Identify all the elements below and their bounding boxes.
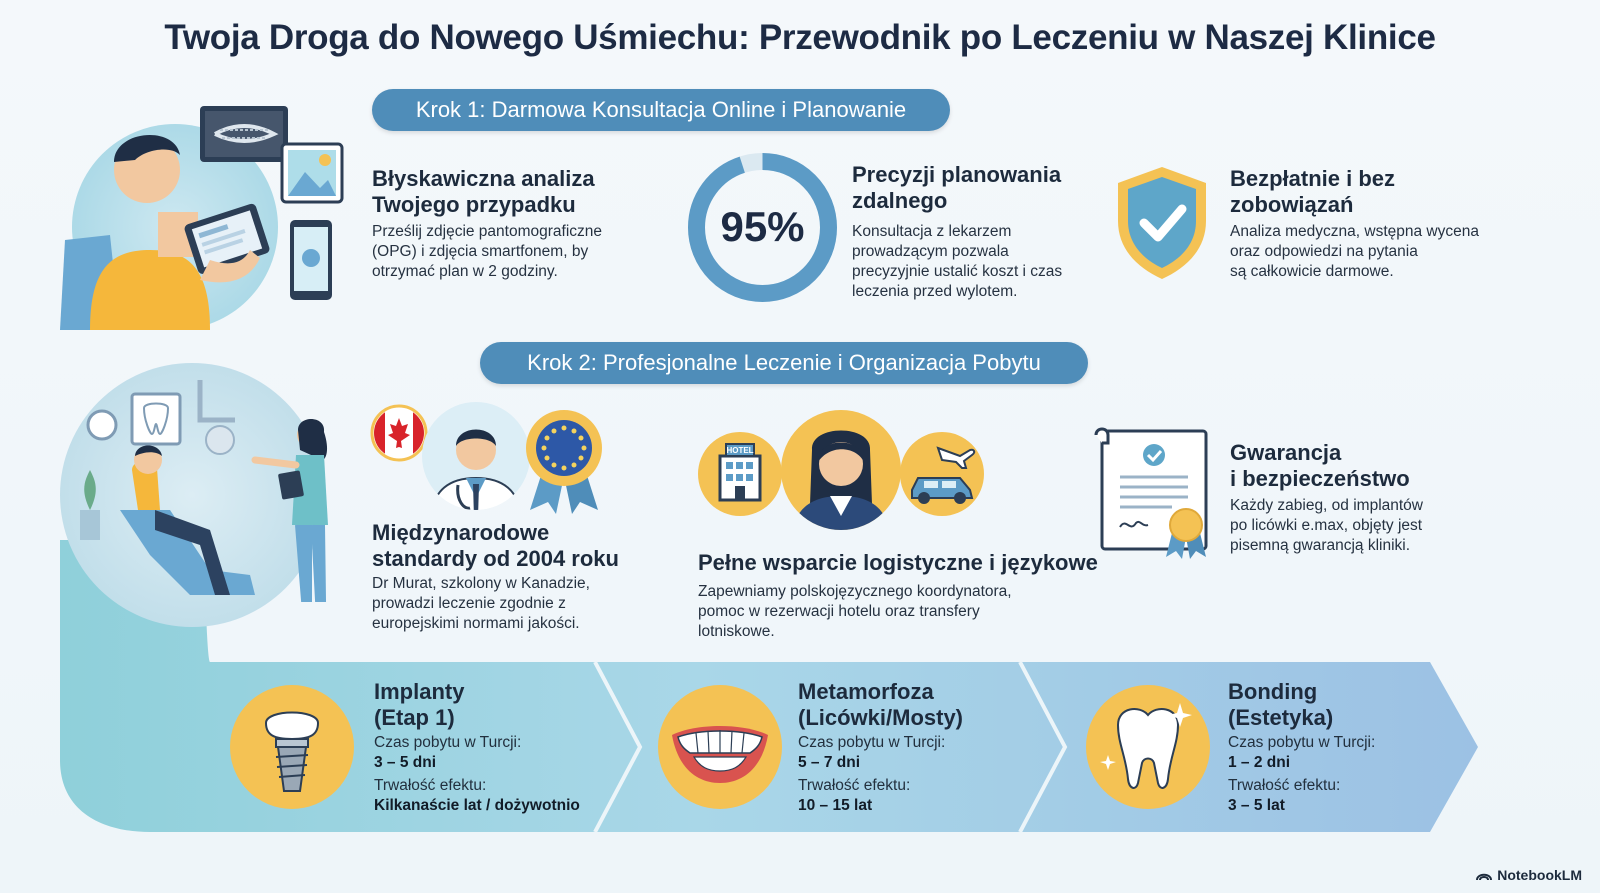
feature-title-standards: Międzynarodowe standardy od 2004 roku <box>372 520 619 571</box>
precision-stat-value: 95% <box>720 203 805 250</box>
dental-office-illustration <box>60 360 350 630</box>
hotel-sign: HOTEL <box>726 446 754 455</box>
treatment-name-implants: Implanty (Etap 1) <box>374 679 465 730</box>
feature-title-guarantee: Gwarancja i bezpieczeństwo <box>1230 440 1410 491</box>
quality-badge-icon <box>522 406 606 514</box>
page-title: Twoja Droga do Nowego Uśmiechu: Przewodnik po Leczeniu w Naszej Klinice <box>164 18 1436 57</box>
treatment-stay-label: Czas pobytu w Turcji: <box>798 734 946 751</box>
treatment-stay-value: 5 – 7 dni <box>798 754 861 771</box>
implant-icon <box>228 683 356 811</box>
feature-desc-free: Analiza medyczna, wstępna wycena oraz odpowiedzi na pytania są całkowicie darmowe. <box>1230 223 1479 280</box>
feature-desc-guarantee: Każdy zabieg, od implantów po licówki e.max, objęty jest pisemną gwarancją kliniki. <box>1230 497 1424 554</box>
feature-title-precision: Precyzji planowania zdalnego <box>852 162 1062 213</box>
feature-desc-analysis: Prześlij zdjęcie pantomograficzne (OPG) i zdjęcia smartfonem, by otrzymać plan w 2 godziny. <box>372 223 603 280</box>
plant-icon <box>80 510 100 540</box>
hotel-icon <box>696 430 784 518</box>
feature-title-logistics: Pełne wsparcie logistyczne i językowe <box>698 550 1098 575</box>
dental-lamp-icon <box>206 426 234 454</box>
coordinator-avatar-icon <box>780 404 902 542</box>
treatment-durability-value: Kilkanaście lat / dożywotnio <box>374 797 580 814</box>
notebooklm-brand <box>1476 867 1582 883</box>
doctor-avatar-icon <box>420 400 532 518</box>
feature-title-free: Bezpłatnie i bez zobowiązań <box>1230 166 1396 217</box>
brand-label: NotebookLM <box>1497 867 1582 883</box>
treatment-durability-label: Trwałość efektu: <box>1228 777 1341 794</box>
treatment-name-metamorphosis: Metamorfoza (Licówki/Mosty) <box>798 679 964 730</box>
treatment-durability-label: Trwałość efektu: <box>798 777 911 794</box>
notebooklm-logo-icon <box>1476 869 1492 881</box>
sparkling-tooth-icon <box>1084 683 1212 811</box>
treatment-stay-value: 1 – 2 dni <box>1228 754 1291 771</box>
step2-label: Krok 2: Profesjonalne Leczenie i Organizacja Pobytu <box>480 342 1088 384</box>
treatment-durability-value: 10 – 15 lat <box>798 797 873 814</box>
guarantee-certificate-icon <box>1092 425 1222 560</box>
treatment-stay-value: 3 – 5 dni <box>374 754 437 771</box>
treatment-durability-value: 3 – 5 lat <box>1228 797 1285 814</box>
clock-icon <box>88 411 116 439</box>
treatment-name-bonding: Bonding (Estetyka) <box>1228 679 1334 730</box>
treatment-stay-label: Czas pobytu w Turcji: <box>374 734 522 751</box>
treatment-stay-label: Czas pobytu w Turcji: <box>1228 734 1376 751</box>
feature-desc-precision: Konsultacja z lekarzem prowadzącym pozwala precyzyjnie ustalić koszt i czas leczenia przed wylotem. <box>852 223 1063 300</box>
treatment-durability-label: Trwałość efektu: <box>374 777 487 794</box>
transfer-icon <box>898 430 986 518</box>
feature-desc-standards: Dr Murat, szkolony w Kanadzie, prowadzi leczenie zgodnie z europejskimi normami jakości. <box>372 575 590 632</box>
feature-title-analysis: Błyskawiczna analiza Twojego przypadku <box>372 166 595 217</box>
smile-icon <box>656 683 784 811</box>
step1-label: Krok 1: Darmowa Konsultacja Online i Planowanie <box>372 89 950 131</box>
feature-desc-logistics: Zapewniamy polskojęzycznego koordynatora, pomoc w rezerwacji hotelu oraz transfery lotniskowe. <box>698 583 1012 640</box>
